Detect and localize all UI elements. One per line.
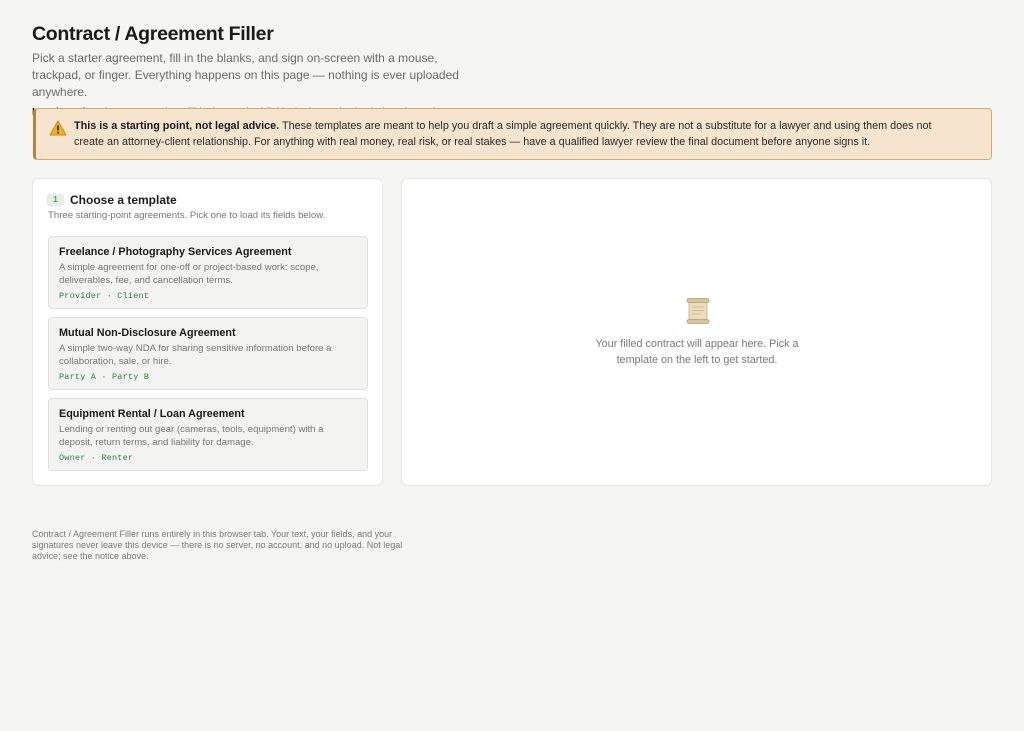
scroll-icon: [685, 297, 711, 325]
template-parties: Provider · Client: [59, 291, 150, 301]
step-number-badge: 1: [47, 194, 64, 206]
template-card-freelance[interactable]: [48, 236, 368, 309]
template-card-nda[interactable]: [48, 317, 368, 390]
template-description: Lending or renting out gear (cameras, tools, equipment) with a deposit, return terms, and liability for damage.: [59, 424, 324, 448]
footer-note: Contract / Agreement Filler runs entirely in this browser tab. Your text, your fields, and your signatures never leave this device — there is no server, no account, and no upload. Not legal advice; see the notice above.: [32, 529, 403, 561]
template-description: A simple two-way NDA for sharing sensitive information before a collaboration, sale, or hire.: [59, 343, 332, 367]
step-description: Three starting-point agreements. Pick one to load its fields below.: [48, 210, 326, 221]
empty-state-text: Your filled contract will appear here. Pick a template on the left to get started.: [595, 338, 799, 366]
template-description: A simple agreement for one-off or project-based work: scope, deliverables, fee, and cancellation terms.: [59, 262, 319, 286]
template-parties: Party A · Party B: [59, 372, 150, 382]
template-name: Equipment Rental / Loan Agreement: [59, 408, 245, 420]
template-card-equipment-rental[interactable]: [48, 398, 368, 471]
legal-notice-banner: [33, 108, 992, 160]
warning-icon: [49, 120, 67, 136]
template-name: Freelance / Photography Services Agreement: [59, 246, 292, 258]
step-title: Choose a template: [70, 193, 177, 207]
template-parties: Owner · Renter: [59, 453, 134, 463]
page-title: Contract / Agreement Filler: [32, 23, 274, 45]
header: [32, 22, 992, 120]
notice-body: These templates are meant to help you draft a simple agreement quickly. They are not a substitute for a lawyer and using them does not create an attorney-client relationship. For anything with real money, real risk, or real stakes — have a qualified lawyer review the final document before anyone signs it.: [74, 120, 932, 148]
contract-preview-panel: [401, 178, 992, 486]
page-subtitle: Pick a starter agreement, fill in the blanks, and sign on-screen with a mouse, trackpad, or finger. Everything happens on this page — nothing is ever uploaded anywhere.: [32, 51, 459, 99]
notice-bold: This is a starting point, not legal advice.: [74, 120, 280, 132]
template-name: Mutual Non-Disclosure Agreement: [59, 327, 236, 339]
template-picker-panel: [32, 178, 383, 486]
notice-text: [74, 119, 954, 150]
